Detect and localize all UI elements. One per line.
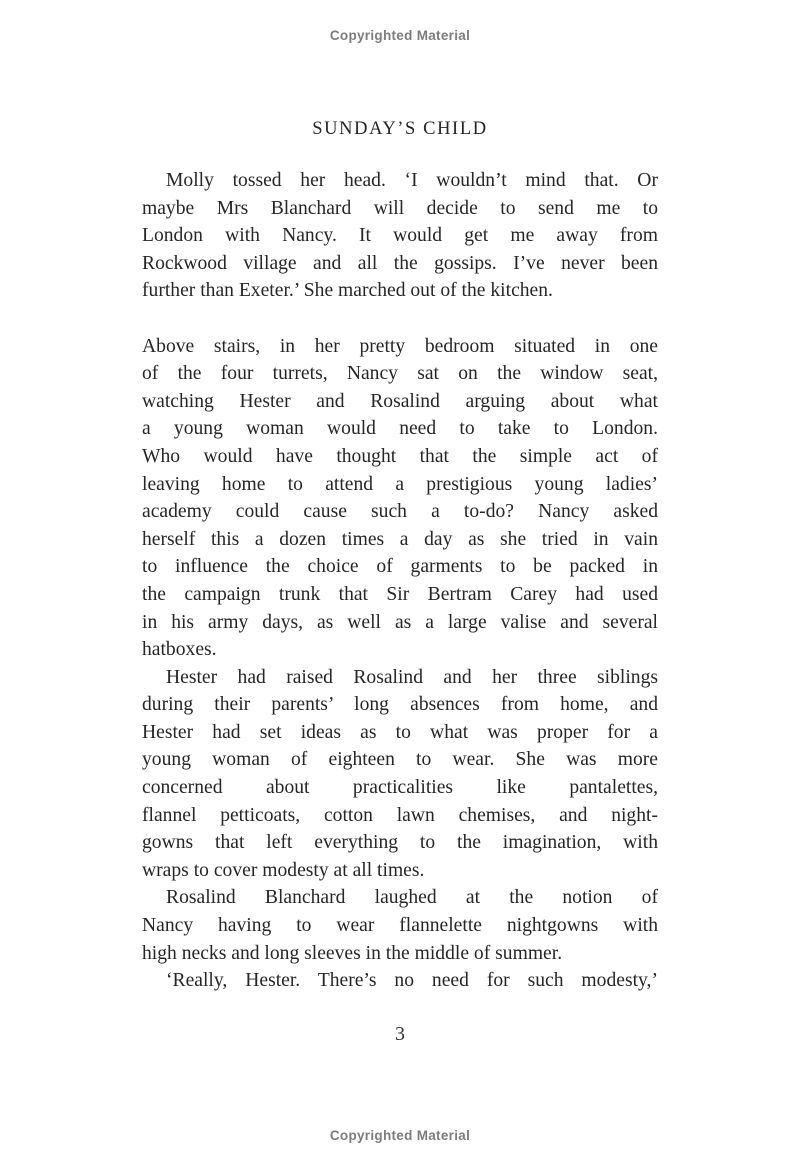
text-line: leaving home to attend a prestigious young ladies’	[142, 473, 658, 495]
text-line: Above stairs, in her pretty bedroom situated in one	[142, 335, 658, 357]
text-line: Hester had raised Rosalind and her three siblings	[166, 666, 658, 688]
text-line: to influence the choice of garments to be packed in	[142, 556, 658, 578]
text-line: of the four turrets, Nancy sat on the window seat,	[142, 363, 658, 385]
text-line: hatboxes.	[142, 639, 217, 661]
text-line: Nancy having to wear flannelette nightgowns with	[142, 915, 658, 937]
text-line: further than Exeter.’ She marched out of the kitchen.	[142, 280, 553, 302]
body-text	[142, 167, 658, 995]
text-line: high necks and long sleeves in the middle of summer.	[142, 942, 563, 964]
text-line: concerned about practicalities like pantalettes,	[142, 777, 658, 799]
text-line: herself this a dozen times a day as she tried in vain	[142, 528, 658, 550]
text-line: maybe Mrs Blanchard will decide to send me to	[142, 197, 658, 219]
text-line: wraps to cover modesty at all times.	[142, 859, 425, 881]
text-line: Hester had set ideas as to what was proper for a	[142, 721, 658, 743]
text-line: ‘Really, Hester. There’s no need for such modesty,’	[166, 970, 658, 992]
paragraph	[142, 967, 658, 995]
text-line: young woman of eighteen to wear. She was more	[142, 749, 658, 771]
text-line: academy could cause such a to-do? Nancy asked	[142, 501, 658, 523]
paragraph	[142, 333, 658, 664]
page-number: 3	[395, 1023, 405, 1045]
paragraph	[142, 167, 658, 305]
text-line: watching Hester and Rosalind arguing about what	[142, 390, 658, 412]
text-line: Rockwood village and all the gossips. I’ve never been	[142, 252, 658, 274]
text-line: the campaign trunk that Sir Bertram Carey had used	[142, 583, 658, 605]
paragraph	[142, 664, 658, 885]
text-line: Molly tossed her head. ‘I wouldn’t mind that. Or	[166, 170, 658, 191]
text-line: a young woman would need to take to London.	[142, 418, 658, 440]
paragraph	[142, 884, 658, 967]
text-line: London with Nancy. It would get me away from	[142, 225, 658, 247]
text-line: gowns that left everything to the imagination, with	[142, 832, 658, 854]
chapter-title: SUNDAY’S CHILD	[312, 119, 488, 139]
text-line: Rosalind Blanchard laughed at the notion of	[166, 887, 658, 909]
text-line: during their parents’ long absences from home, and	[142, 694, 658, 716]
text-line: flannel petticoats, cotton lawn chemises, and night-	[142, 804, 658, 826]
copyright-notice-bottom: Copyrighted Material	[329, 1128, 471, 1143]
text-line: Who would have thought that the simple act of	[142, 445, 658, 467]
text-line: in his army days, as well as a large valise and several	[142, 611, 658, 633]
copyright-notice-top: Copyrighted Material	[329, 28, 471, 43]
